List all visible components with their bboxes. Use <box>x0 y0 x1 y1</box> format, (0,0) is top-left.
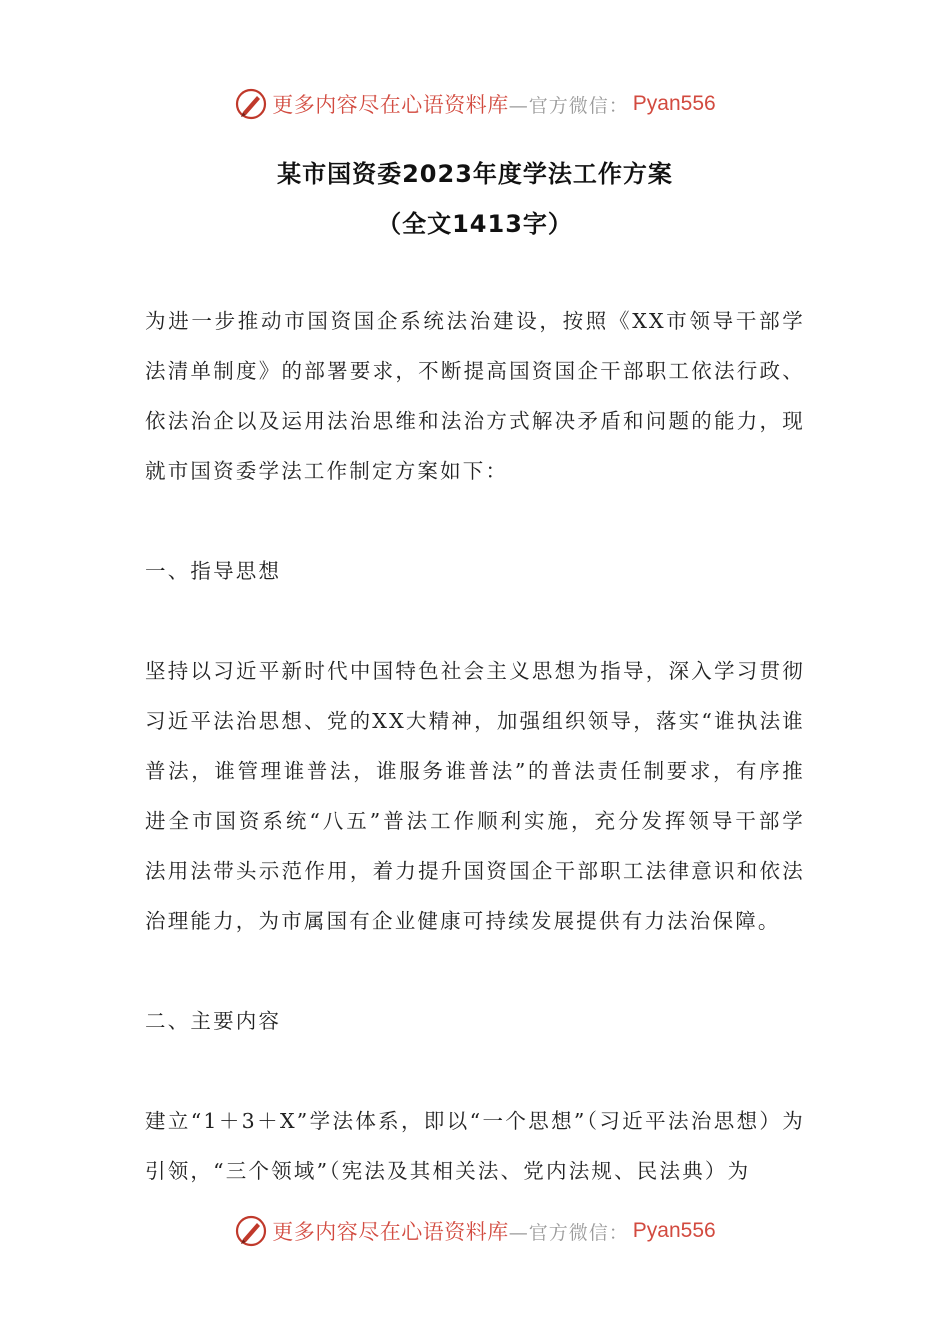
watermark-id: Pyan556 <box>632 92 716 115</box>
watermark-text: 更多内容尽在心语资料库 <box>272 1220 509 1244</box>
section-heading-main-content: 二、主要内容 <box>145 1009 282 1033</box>
pen-logo-icon <box>234 87 268 121</box>
document-title: 某市国资委2023年度学法工作方案 <box>277 160 673 188</box>
watermark-contact: —官方微信： <box>508 94 629 117</box>
document-body <box>145 296 805 1196</box>
intro-paragraph: 为进一步推动市国资国企系统法治建设，按照《XX市领导干部学法清单制度》的部署要求，不断提高国资国企干部职工依法行政、依法治企以及运用法治思维和法治方式解决矛盾和问题的能力，现就市国资委学法工作制定方案如下： <box>145 309 805 483</box>
section-body-main-content: 建立“1＋3＋X”学法体系，即以“一个思想”（习近平法治思想）为引领，“三个领域”（宪法及其相关法、党内法规、民法典）为 <box>145 1109 805 1183</box>
pen-logo-icon <box>234 1214 268 1248</box>
watermark-id: Pyan556 <box>632 1219 716 1242</box>
document-subtitle: （全文1413字） <box>377 210 573 238</box>
watermark-header <box>0 84 950 124</box>
watermark-text: 更多内容尽在心语资料库 <box>272 93 509 117</box>
section-heading-guiding-thought: 一、指导思想 <box>145 559 282 583</box>
watermark-footer <box>0 1211 950 1251</box>
section-body-guiding-thought: 坚持以习近平新时代中国特色社会主义思想为指导，深入学习贯彻习近平法治思想、党的XX大精神，加强组织领导，落实“谁执法谁普法，谁管理谁普法，谁服务谁普法”的普法责任制要求，有序推进全市国资系统“八五”普法工作顺利实施，充分发挥领导干部学法用法带头示范作用，着力提升国资国企干部职工法律意识和依法治理能力，为市属国有企业健康可持续发展提供有力法治保障。 <box>145 659 805 933</box>
watermark-contact: —官方微信： <box>508 1221 629 1244</box>
